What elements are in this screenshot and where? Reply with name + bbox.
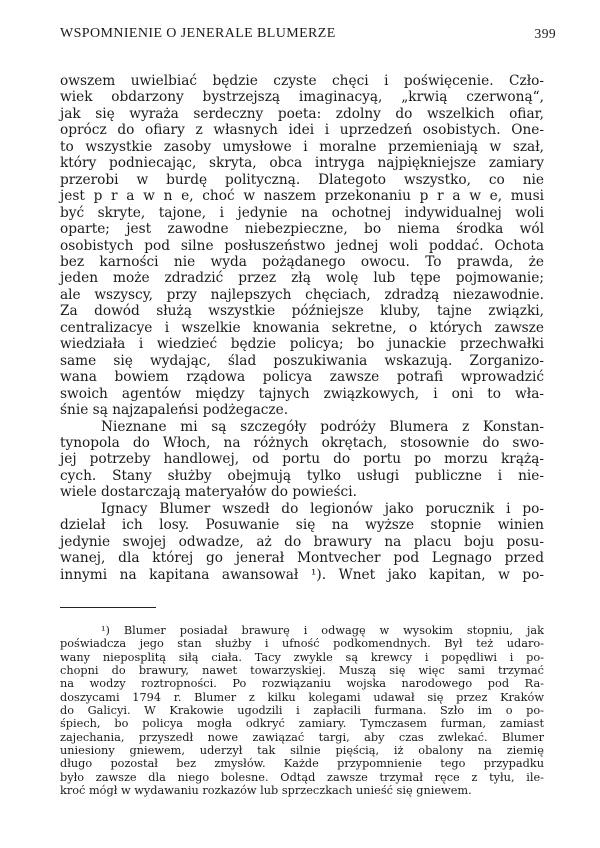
footnote-line: było zawsze dla niego bolesne. Odtąd zawsze trzymał ręce z tyłu, ile- <box>60 770 544 784</box>
text-line: centralizacye i wszelkie knowania sekretne, o których zawsze <box>60 319 544 336</box>
running-head <box>60 26 556 44</box>
text-line: oparte; jest zawodne niebezpieczne, bo niema środka wól <box>60 221 544 238</box>
text-line: Nieznane mi są szczegóły podróży Blumera z Konstan- <box>101 418 544 435</box>
text-line: być skryte, tajone, i jedynie na ochotnej indywidualnej woli <box>60 204 544 221</box>
footnote-line: śpiech, bo policya mogła odkryć zamiary. Tymczasem furman, zamiast <box>60 717 544 731</box>
footnote-line: do Galicyi. W Krakowie ugodzili i zapłacili furmana. Szło im o po- <box>60 704 544 718</box>
footnote-line: uniesiony gniewem, uderzył tak silnie pięścią, iż obalony na ziemię <box>60 744 544 758</box>
footnote-separator <box>60 607 156 608</box>
text-line: jest p r a w n e, choć w naszem przekonaniu p r a w e, musi <box>60 188 544 205</box>
text-line: dzielał ich losy. Posuwanie się na wyższe stopnie winien <box>60 517 544 534</box>
text-line: jeden może zdradzić przez złą wolę lub tępe pojmowanie; <box>60 270 544 287</box>
footnote <box>60 624 544 797</box>
text-line: to wszystkie zasoby umysłowe i moralne przemieniają w szał, <box>60 138 544 155</box>
text-line: przerobi w burdę polityczną. Dlategoto wszystko, co nie <box>60 171 544 188</box>
text-line: innymi na kapitana awansował ¹). Wnet jako kapitan, w po- <box>60 566 544 583</box>
text-line: Ignacy Blumer wszedł do legionów jako porucznik i po- <box>101 500 544 517</box>
text-line: wiedziała i wiedzieć będzie policya; bo junackie przechwałki <box>60 336 544 353</box>
text-line: osobistych pod silne posłuszeństwo jednej woli poddać. Ochota <box>60 237 544 254</box>
footnote-line: chopni do brawury, nawet towarzyskiej. Muszą się więc sami trzymać <box>60 664 544 678</box>
text-line: jedynie swojej odwadze, aż do brawury na placu boju posu- <box>60 533 544 550</box>
text-line: wiek obdarzony bystrzejszą imaginacyą, „krwią czerwoną“, <box>60 89 544 106</box>
text-line: same się wydając, ślad poszukiwania wskazują. Zorganizo- <box>60 352 544 369</box>
text-line: bez karności nie wyda pożądanego owocu. To prawda, że <box>60 253 544 270</box>
text-line: który podniecając, skryta, obca intryga najpiękniejsze zamiary <box>60 155 544 172</box>
text-line: jej potrzeby handlowej, od portu do portu po morzu krążą- <box>60 451 544 468</box>
page-number: 399 <box>534 26 556 41</box>
footnote-line: wany nieposplitą siłą ciała. Tacy zwykle są krewcy i popędliwi i po- <box>60 650 544 664</box>
text-line: swoich agentów między tajnych związkowych, i oni to wła- <box>60 385 544 402</box>
footnote-line: poświadcza jego stan służby i ufność podkomendnych. Był też udaro- <box>60 637 544 651</box>
footnote-line: długo pozostał bez zmysłów. Każde przypomnienie tego przypadku <box>60 757 544 771</box>
text-line: jak się wyraża serdeczny poeta: zdolny do wszelkich ofiar, <box>60 105 544 122</box>
text-line: oprócz do ofiary z własnych idei i uprzedzeń osobistych. One- <box>60 122 544 139</box>
footnote-line: kroć mógł w wydawaniu rozkazów lub sprzeczkach unieść się gniewem. <box>60 784 472 798</box>
main-text <box>60 73 544 583</box>
text-line: wiele dostarczają materyałów do powieści. <box>60 484 357 501</box>
footnote-line: zajechania, przyszedł nowe zawiązać targi, aby czas zwlekać. Blumer <box>60 730 544 744</box>
text-line: wana bowiem rządowa policya zawsze potrafi wprowadzić <box>60 369 544 386</box>
footnote-line: ¹) Blumer posiadał brawurę i odwagę w wysokim stopniu, jak <box>101 624 544 637</box>
text-line: śnie są najzapaleńsi podżegacze. <box>60 402 289 419</box>
text-line: cych. Stany służby obejmują tylko usługi publiczne i nie- <box>60 467 544 484</box>
running-head-title: WSPOMNIENIE O JENERALE BLUMERZE <box>60 26 336 41</box>
text-line: Za dowód służą wszystkie późniejsze kluby, tajne związki, <box>60 303 544 320</box>
text-line: wanej, dla której go jenerał Montvecher pod Legnago przed <box>60 550 544 567</box>
text-line: owszem uwielbiać będzie czyste chęci i poświęcenie. Czło- <box>60 73 544 89</box>
text-line: tynopola do Włoch, na różnych okrętach, stosownie do swo- <box>60 434 544 451</box>
text-line: ale wszyscy, przy najlepszych chęciach, zdradzą niezawodnie. <box>60 286 544 303</box>
footnote-line: doszycami 1794 r. Blumer z kilku kolegami udawał się przez Kraków <box>60 690 544 704</box>
footnote-line: na wodzy roztropności. Po rozwiązaniu wojska narodowego pod Ra- <box>60 677 544 691</box>
